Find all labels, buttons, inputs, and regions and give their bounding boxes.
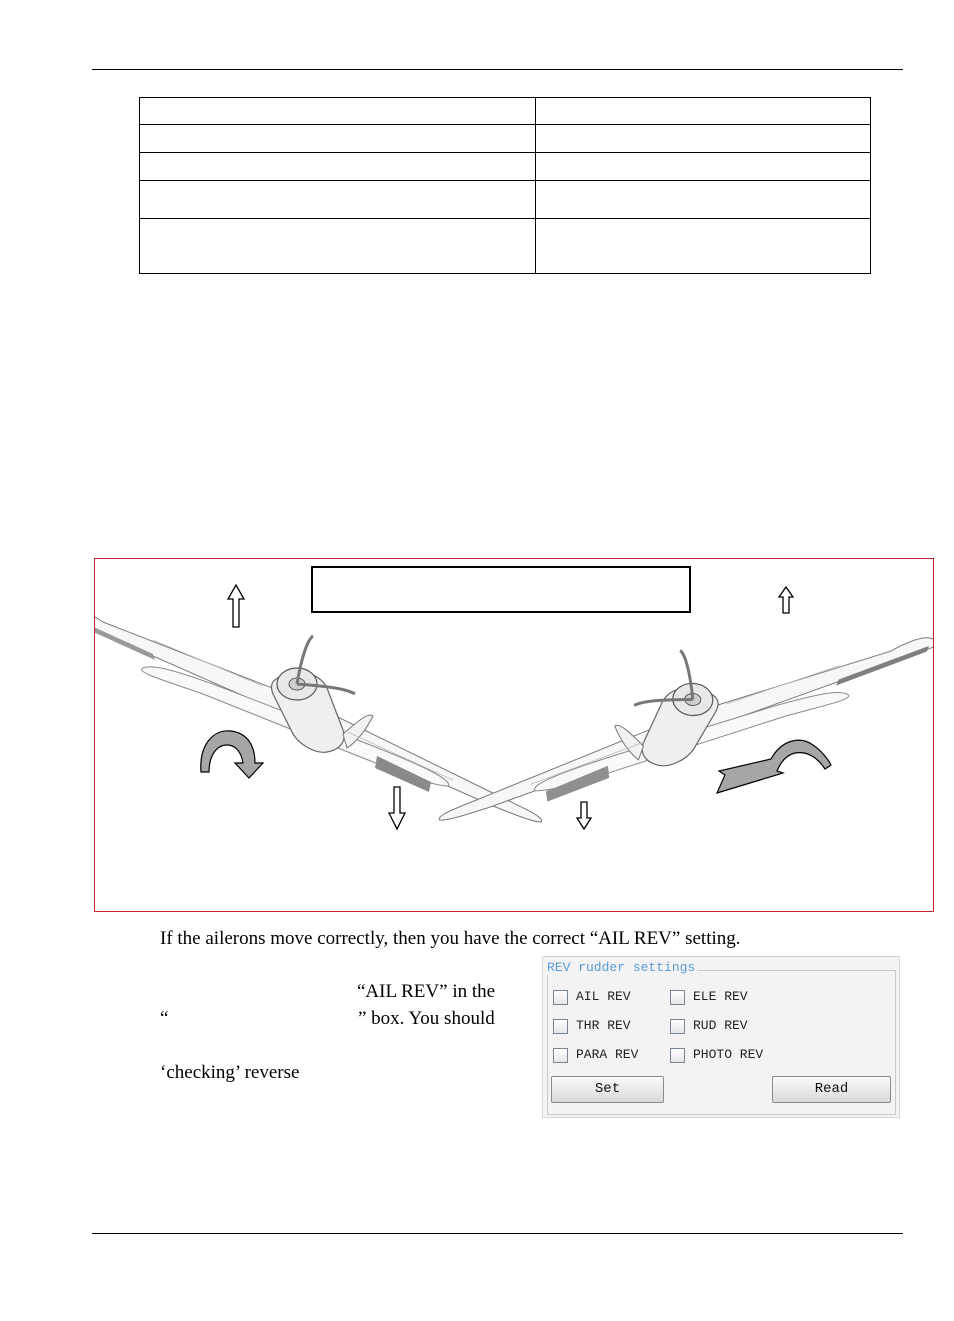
arrow-up-icon [228,585,244,627]
header-rule [92,69,903,70]
para-rev-label[interactable]: PARA REV [576,1047,639,1062]
body-line-4: ‘checking’ reverse [160,1062,300,1083]
thr-rev-label[interactable]: THR REV [576,1018,631,1033]
set-button[interactable]: Set [551,1076,664,1103]
body-line-2-part: “AIL REV” in the [357,981,496,1002]
footer-rule [92,1233,903,1234]
arrow-up-icon [779,587,793,613]
table-row [140,181,871,219]
rud-rev-checkbox[interactable] [670,1019,685,1034]
rev-settings-title: REV rudder settings [547,960,696,975]
spec-table [139,97,871,274]
table-row [140,153,871,181]
table-row [140,219,871,274]
arrow-down-icon [577,802,591,829]
ele-rev-label[interactable]: ELE REV [693,989,748,1004]
thr-rev-checkbox[interactable] [553,1019,568,1034]
photo-rev-label[interactable]: PHOTO REV [693,1047,764,1062]
body-line-3-open-quote: “ [160,1008,169,1029]
airplane-left-illustration [95,606,542,822]
read-button[interactable]: Read [772,1076,891,1103]
body-line-1: If the ailerons move correctly, then you have the correct “AIL REV” setting. [160,928,741,949]
roll-arrow-icon [201,731,263,778]
para-rev-checkbox[interactable] [553,1048,568,1063]
arrow-down-icon [389,787,405,829]
ele-rev-checkbox[interactable] [670,990,685,1005]
table-row [140,125,871,153]
airplane-right-illustration [439,605,933,854]
figure-caption-box [311,566,691,613]
table-row [140,98,871,125]
ail-rev-checkbox[interactable] [553,990,568,1005]
ail-rev-label[interactable]: AIL REV [576,989,631,1004]
photo-rev-checkbox[interactable] [670,1048,685,1063]
rud-rev-label[interactable]: RUD REV [693,1018,748,1033]
body-line-3-close: ” box. You should [358,1008,495,1029]
roll-arrow-icon [717,740,831,793]
